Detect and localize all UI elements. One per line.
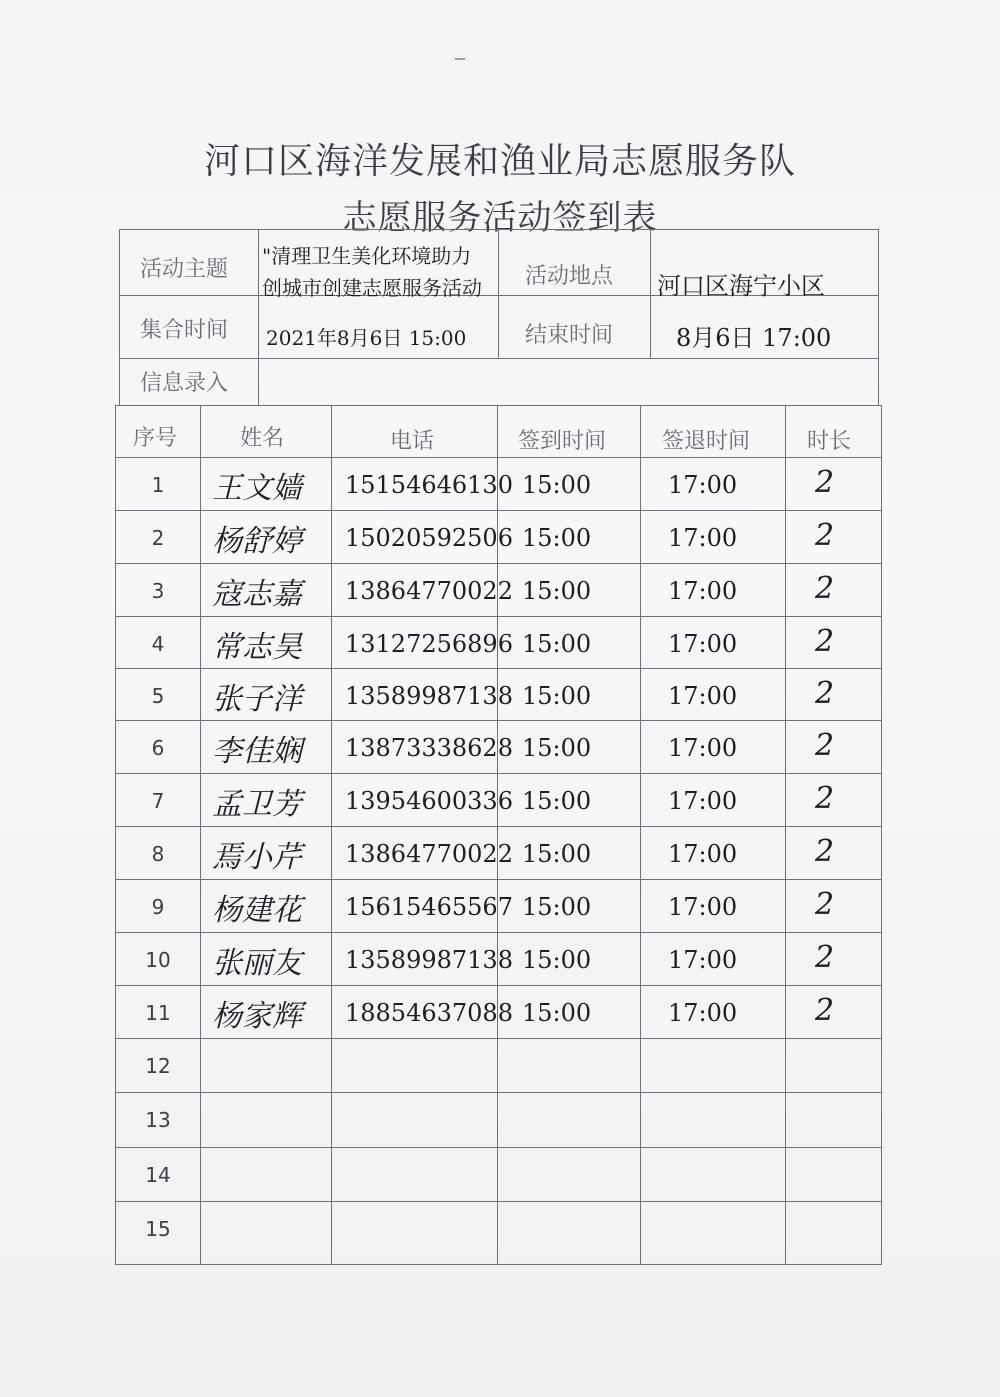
signout-time: 17:00 — [668, 682, 738, 710]
signer-phone: 13864770022 — [345, 840, 513, 868]
row-number: 8 — [151, 842, 165, 866]
gather-time-label: 集合时间 — [140, 318, 229, 343]
location-value: 河口区海宁小区 — [657, 272, 825, 300]
duration-hours: 2 — [815, 728, 835, 763]
duration-hours: 2 — [815, 571, 835, 606]
location-label: 活动地点 — [525, 264, 614, 289]
column-divider — [785, 405, 786, 1265]
row-number: 14 — [145, 1163, 171, 1187]
signer-name: 常志昊 — [212, 630, 302, 665]
signer-phone: 13873338628 — [345, 734, 513, 762]
row-number: 13 — [145, 1108, 171, 1132]
row-divider — [115, 668, 882, 669]
signout-time: 17:00 — [668, 471, 738, 499]
signer-phone: 15154646130 — [345, 471, 513, 499]
col-header-signout: 签退时间 — [662, 429, 751, 454]
signout-time: 17:00 — [668, 734, 738, 762]
col-header-name: 姓名 — [240, 426, 285, 451]
duration-hours: 2 — [815, 676, 835, 711]
row-number: 3 — [151, 579, 165, 603]
signout-time: 17:00 — [668, 999, 738, 1027]
signin-time: 15:00 — [522, 787, 592, 815]
signer-name: 李佳娴 — [212, 734, 302, 769]
signer-name: 王文嫱 — [212, 471, 302, 506]
divider — [119, 358, 879, 359]
signer-phone: 13864770022 — [345, 577, 513, 605]
duration-hours: 2 — [815, 518, 835, 553]
signer-phone: 13589987138 — [345, 682, 513, 710]
duration-hours: 2 — [815, 465, 835, 500]
signer-phone: 13127256896 — [345, 630, 513, 658]
document-title: 河口区海洋发展和渔业局志愿服务队 — [203, 141, 796, 182]
col-header-duration: 时长 — [807, 429, 852, 454]
divider — [258, 229, 259, 406]
row-number: 10 — [145, 948, 171, 972]
theme-value: 创城市创建志愿服务活动 — [262, 276, 482, 300]
signer-phone: 13589987138 — [345, 946, 513, 974]
divider — [498, 229, 499, 359]
row-number: 5 — [151, 684, 165, 708]
signout-time: 17:00 — [668, 946, 738, 974]
row-divider — [115, 773, 882, 774]
row-number: 9 — [151, 895, 165, 919]
signer-name: 焉小芹 — [212, 840, 302, 875]
signer-name: 张子洋 — [212, 682, 302, 717]
signer-phone: 15020592506 — [345, 524, 513, 552]
row-divider — [115, 985, 882, 986]
row-divider — [115, 1038, 882, 1039]
signin-time: 15:00 — [522, 524, 592, 552]
row-number: 2 — [151, 526, 165, 550]
gather-time-value: 2021年8月6日 15:00 — [266, 326, 467, 350]
row-number: 15 — [145, 1217, 171, 1241]
theme-label: 活动主题 — [140, 257, 229, 282]
row-number: 11 — [145, 1001, 171, 1025]
col-header-no: 序号 — [133, 426, 178, 451]
signin-time: 15:00 — [522, 630, 592, 658]
row-divider — [115, 616, 882, 617]
duration-hours: 2 — [815, 624, 835, 659]
signer-name: 寇志嘉 — [212, 577, 302, 612]
duration-hours: 2 — [815, 887, 835, 922]
divider — [650, 229, 651, 359]
signin-time: 15:00 — [522, 471, 592, 499]
document-subtitle: 志愿服务活动签到表 — [342, 198, 658, 238]
duration-hours: 2 — [815, 781, 835, 816]
column-divider — [640, 405, 641, 1265]
row-number: 12 — [145, 1054, 171, 1078]
col-header-phone: 电话 — [390, 429, 435, 454]
signout-time: 17:00 — [668, 630, 738, 658]
signout-time: 17:00 — [668, 893, 738, 921]
end-time-value: 8月6日 17:00 — [676, 324, 832, 352]
row-number: 4 — [151, 632, 165, 656]
signer-name: 孟卫芳 — [212, 787, 302, 822]
signer-phone: 15615465567 — [345, 893, 513, 921]
row-divider — [115, 563, 882, 564]
signin-time: 15:00 — [522, 946, 592, 974]
info-entry-label: 信息录入 — [140, 371, 229, 396]
column-divider — [200, 405, 201, 1265]
column-divider — [331, 405, 332, 1265]
signin-time: 15:00 — [522, 577, 592, 605]
signin-time: 15:00 — [522, 734, 592, 762]
signer-name: 张丽友 — [212, 946, 302, 981]
row-divider — [115, 720, 882, 721]
signer-name: 杨家辉 — [212, 999, 302, 1034]
row-divider — [115, 1201, 882, 1202]
row-divider — [115, 510, 882, 511]
signout-time: 17:00 — [668, 577, 738, 605]
duration-hours: 2 — [815, 940, 835, 975]
signin-time: 15:00 — [522, 999, 592, 1027]
row-divider — [115, 457, 882, 458]
col-header-signin: 签到时间 — [518, 429, 607, 454]
duration-hours: 2 — [815, 993, 835, 1028]
signer-phone: 18854637088 — [345, 999, 513, 1027]
signin-time: 15:00 — [522, 840, 592, 868]
theme-value: "清理卫生美化环境助力 — [262, 244, 472, 268]
signer-name: 杨舒婷 — [212, 524, 302, 559]
signin-time: 15:00 — [522, 682, 592, 710]
signer-name: 杨建花 — [212, 893, 302, 928]
row-number: 7 — [151, 789, 165, 813]
row-number: 1 — [151, 473, 165, 497]
end-time-label: 结束时间 — [525, 323, 614, 348]
signer-phone: 13954600336 — [345, 787, 513, 815]
row-divider — [115, 932, 882, 933]
row-divider — [115, 879, 882, 880]
row-divider — [115, 1092, 882, 1093]
signin-time: 15:00 — [522, 893, 592, 921]
duration-hours: 2 — [815, 834, 835, 869]
signout-time: 17:00 — [668, 787, 738, 815]
signout-time: 17:00 — [668, 840, 738, 868]
row-number: 6 — [151, 736, 165, 760]
signout-time: 17:00 — [668, 524, 738, 552]
row-divider — [115, 1147, 882, 1148]
row-divider — [115, 826, 882, 827]
